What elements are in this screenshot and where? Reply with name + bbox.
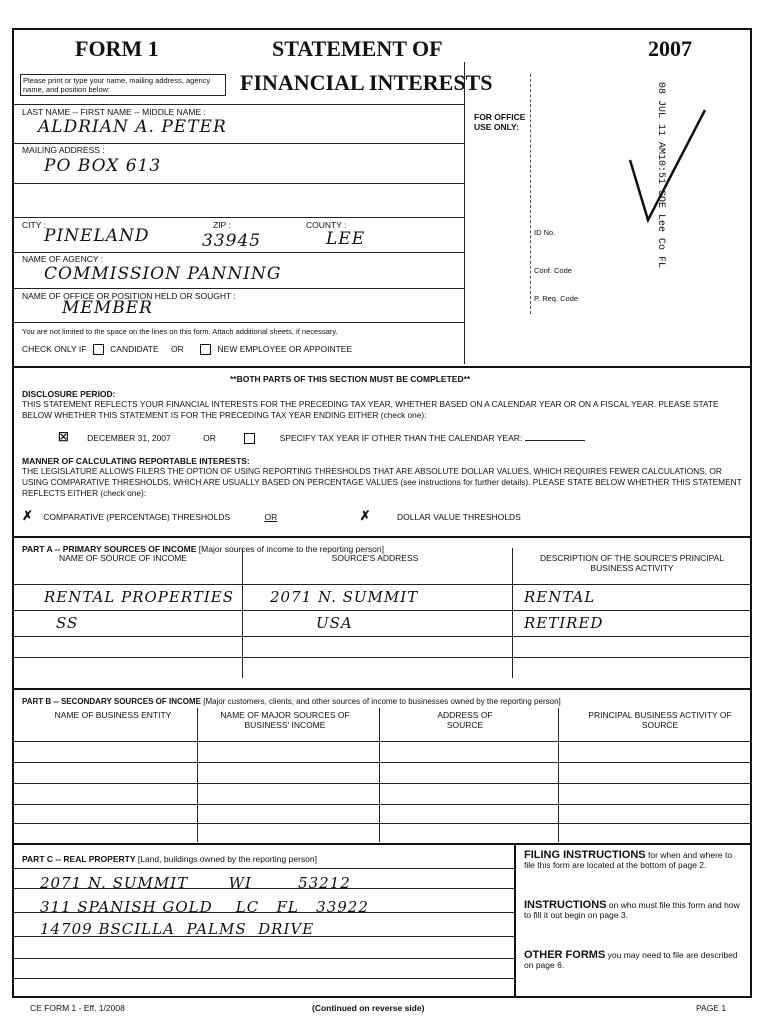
part-a-title: PART A -- PRIMARY SOURCES OF INCOME — [22, 544, 197, 554]
part-b-subtitle: [Major customers, clients, and other sources of income to businesses owned by the reporting person] — [203, 697, 561, 706]
footer-page: PAGE 1 — [696, 1003, 727, 1013]
comparative-label: COMPARATIVE (PERCENTAGE) THRESHOLDS — [43, 512, 231, 522]
part-c-title: PART C -- REAL PROPERTY — [22, 854, 136, 864]
part-b-col1: NAME OF BUSINESS ENTITY — [54, 710, 172, 720]
part-a-subtitle: [Major sources of income to the reporting person] — [198, 544, 384, 554]
office-label: NAME OF OFFICE OR POSITION HELD OR SOUGHT : — [22, 291, 236, 301]
city-value[interactable]: PINELAND — [44, 226, 150, 246]
zip-value[interactable]: 33945 — [202, 231, 262, 251]
manner-or: OR — [264, 512, 278, 522]
instructions-block — [524, 900, 742, 920]
disclosure-banner: **BOTH PARTS OF THIS SECTION MUST BE COMPLETED** — [230, 374, 471, 384]
part-a-row2-activity[interactable]: RETIRED — [524, 614, 604, 632]
other-forms-block — [524, 950, 742, 970]
manner-options — [22, 508, 722, 524]
approval-check-mark — [600, 100, 710, 240]
form-year: 2007 — [648, 36, 692, 61]
new-employee-checkbox[interactable] — [200, 344, 211, 355]
specify-checkbox[interactable] — [244, 433, 255, 444]
period-text: THIS STATEMENT REFLECTS YOUR FINANCIAL INTERESTS FOR THE PRECEDING TAX YEAR, WHETHER BASED ON A CALENDAR YEAR OR ON A FISCAL YEAR. PLEASE STATE BELOW WHETHER THIS STATEMENT IS FOR THE PRECEDING TAX YEAR ENDING EITHER (check one): — [22, 399, 719, 420]
form-label: FORM 1 — [75, 36, 159, 61]
manner-text: THE LEGISLATURE ALLOWS FILERS THE OPTION OF USING REPORTING THRESHOLDS THAT ARE ABSOLUTE DOLLAR VALUES, WHICH REQUIRES FEWER CALCULATIONS, OR USING COMPARATIVE THRESHOLDS, WHICH ARE USUALLY BASED ON PERCENTAGE VALUES (see instructions for further details). PLEASE STATE BELOW WHETHER THIS STATEMENT REFLECTS EITHER (check one): — [22, 466, 742, 498]
zip-label: ZIP : — [213, 220, 231, 230]
footer-continued: (Continued on reverse side) — [312, 1003, 425, 1013]
period-title: DISCLOSURE PERIOD: — [22, 389, 116, 399]
title-line1: STATEMENT OF — [272, 36, 443, 61]
office-value[interactable]: MEMBER — [62, 298, 153, 318]
name-label: LAST NAME -- FIRST NAME -- MIDDLE NAME : — [22, 107, 206, 117]
filing-title: FILING INSTRUCTIONS — [524, 849, 646, 861]
name-value[interactable]: ALDRIAN A. PETER — [38, 117, 227, 137]
period-or: OR — [203, 433, 216, 443]
mailing-label: MAILING ADDRESS : — [22, 145, 105, 155]
part-a-row1-address[interactable]: 2071 N. SUMMIT — [270, 588, 419, 606]
mailing-value[interactable]: PO BOX 613 — [44, 156, 162, 176]
part-b-title: PART B -- SECONDARY SOURCES OF INCOME — [22, 697, 201, 706]
part-a-row2-address[interactable]: USA — [316, 614, 353, 632]
instructions-text: on who must file this form and how to fill it out begin on page 3. — [524, 900, 740, 920]
filing-instructions — [524, 850, 742, 870]
county-label: COUNTY : — [306, 220, 347, 230]
part-b-col3: ADDRESS OF SOURCE — [437, 710, 493, 730]
footer-form-id: CE FORM 1 - Eff. 1/2008 — [30, 1003, 125, 1013]
filing-text: for when and where to file this form are located at the bottom of page 2. — [524, 850, 733, 870]
new-employee-label: NEW EMPLOYEE OR APPOINTEE — [217, 344, 353, 354]
office-id-label: ID No. — [534, 228, 556, 237]
not-limited-note: You are not limited to the space on the lines on this form. Attach additional sheets, if necessary. — [22, 327, 338, 336]
part-a-row2-name[interactable]: SS — [56, 614, 79, 632]
instructions-title: INSTRUCTIONS — [524, 899, 607, 911]
dollar-checkbox[interactable]: ✗ — [359, 508, 371, 523]
office-pr-label: P. Req. Code — [534, 294, 579, 303]
check-only-label: CHECK ONLY IF — [22, 344, 87, 354]
manner-title: MANNER OF CALCULATING REPORTABLE INTERESTS: — [22, 456, 250, 466]
part-c-heading — [22, 854, 317, 864]
specify-label: SPECIFY TAX YEAR IF OTHER THAN THE CALENDAR YEAR: — [279, 433, 523, 443]
part-c-row1[interactable]: 2071 N. SUMMIT WI 53212 — [40, 874, 351, 892]
candidate-checkbox[interactable] — [93, 344, 104, 355]
or-label: OR — [171, 344, 184, 354]
part-b-col2: NAME OF MAJOR SOURCES OF BUSINESS' INCOME — [220, 710, 350, 730]
period-options — [58, 430, 738, 444]
dollar-label: DOLLAR VALUE THRESHOLDS — [396, 512, 521, 522]
part-a-col1: NAME OF SOURCE OF INCOME — [59, 553, 187, 563]
office-conf-label: Conf. Code — [534, 266, 572, 275]
received-stamp: 08 JUL 11 AM10:51 SOE Lee Co FL — [655, 82, 666, 269]
check-only-row — [22, 344, 352, 355]
dec31-checkbox[interactable]: ☒ — [58, 430, 69, 444]
agency-label: NAME OF AGENCY : — [22, 254, 104, 264]
city-label: CITY : — [22, 220, 46, 230]
title-line2: FINANCIAL INTERESTS — [240, 70, 493, 95]
candidate-label: CANDIDATE — [110, 344, 159, 354]
part-a-row1-activity[interactable]: RENTAL — [524, 588, 596, 606]
other-forms-title: OTHER FORMS — [524, 949, 606, 961]
office-use-label: FOR OFFICE USE ONLY: — [474, 112, 526, 132]
part-c-row3[interactable]: 14709 BSCILLA PALMS DRIVE — [40, 920, 315, 938]
dec31-label: DECEMBER 31, 2007 — [87, 433, 171, 443]
part-a-col2: SOURCE'S ADDRESS — [331, 553, 419, 563]
part-a-col3: DESCRIPTION OF THE SOURCE'S PRINCIPAL BUSINESS ACTIVITY — [539, 553, 725, 573]
part-c-row2[interactable]: 311 SPANISH GOLD LC FL 33922 — [40, 898, 369, 916]
agency-value[interactable]: COMMISSION PANNING — [44, 264, 282, 284]
county-value[interactable]: LEE — [326, 229, 366, 249]
part-c-subtitle: [Land, buildings owned by the reporting person] — [137, 854, 317, 864]
specify-field[interactable] — [525, 440, 585, 441]
part-b-col4: PRINCIPAL BUSINESS ACTIVITY OF SOURCE — [588, 710, 732, 730]
print-instruction: Please print or type your name, mailing address, agency name, and position below: — [20, 74, 226, 96]
part-a-row1-name[interactable]: RENTAL PROPERTIES — [44, 588, 235, 606]
part-b-heading — [22, 697, 561, 706]
comparative-checkbox[interactable]: ✗ — [22, 508, 33, 523]
other-forms-text: you may need to file are described on page 6. — [524, 950, 738, 970]
